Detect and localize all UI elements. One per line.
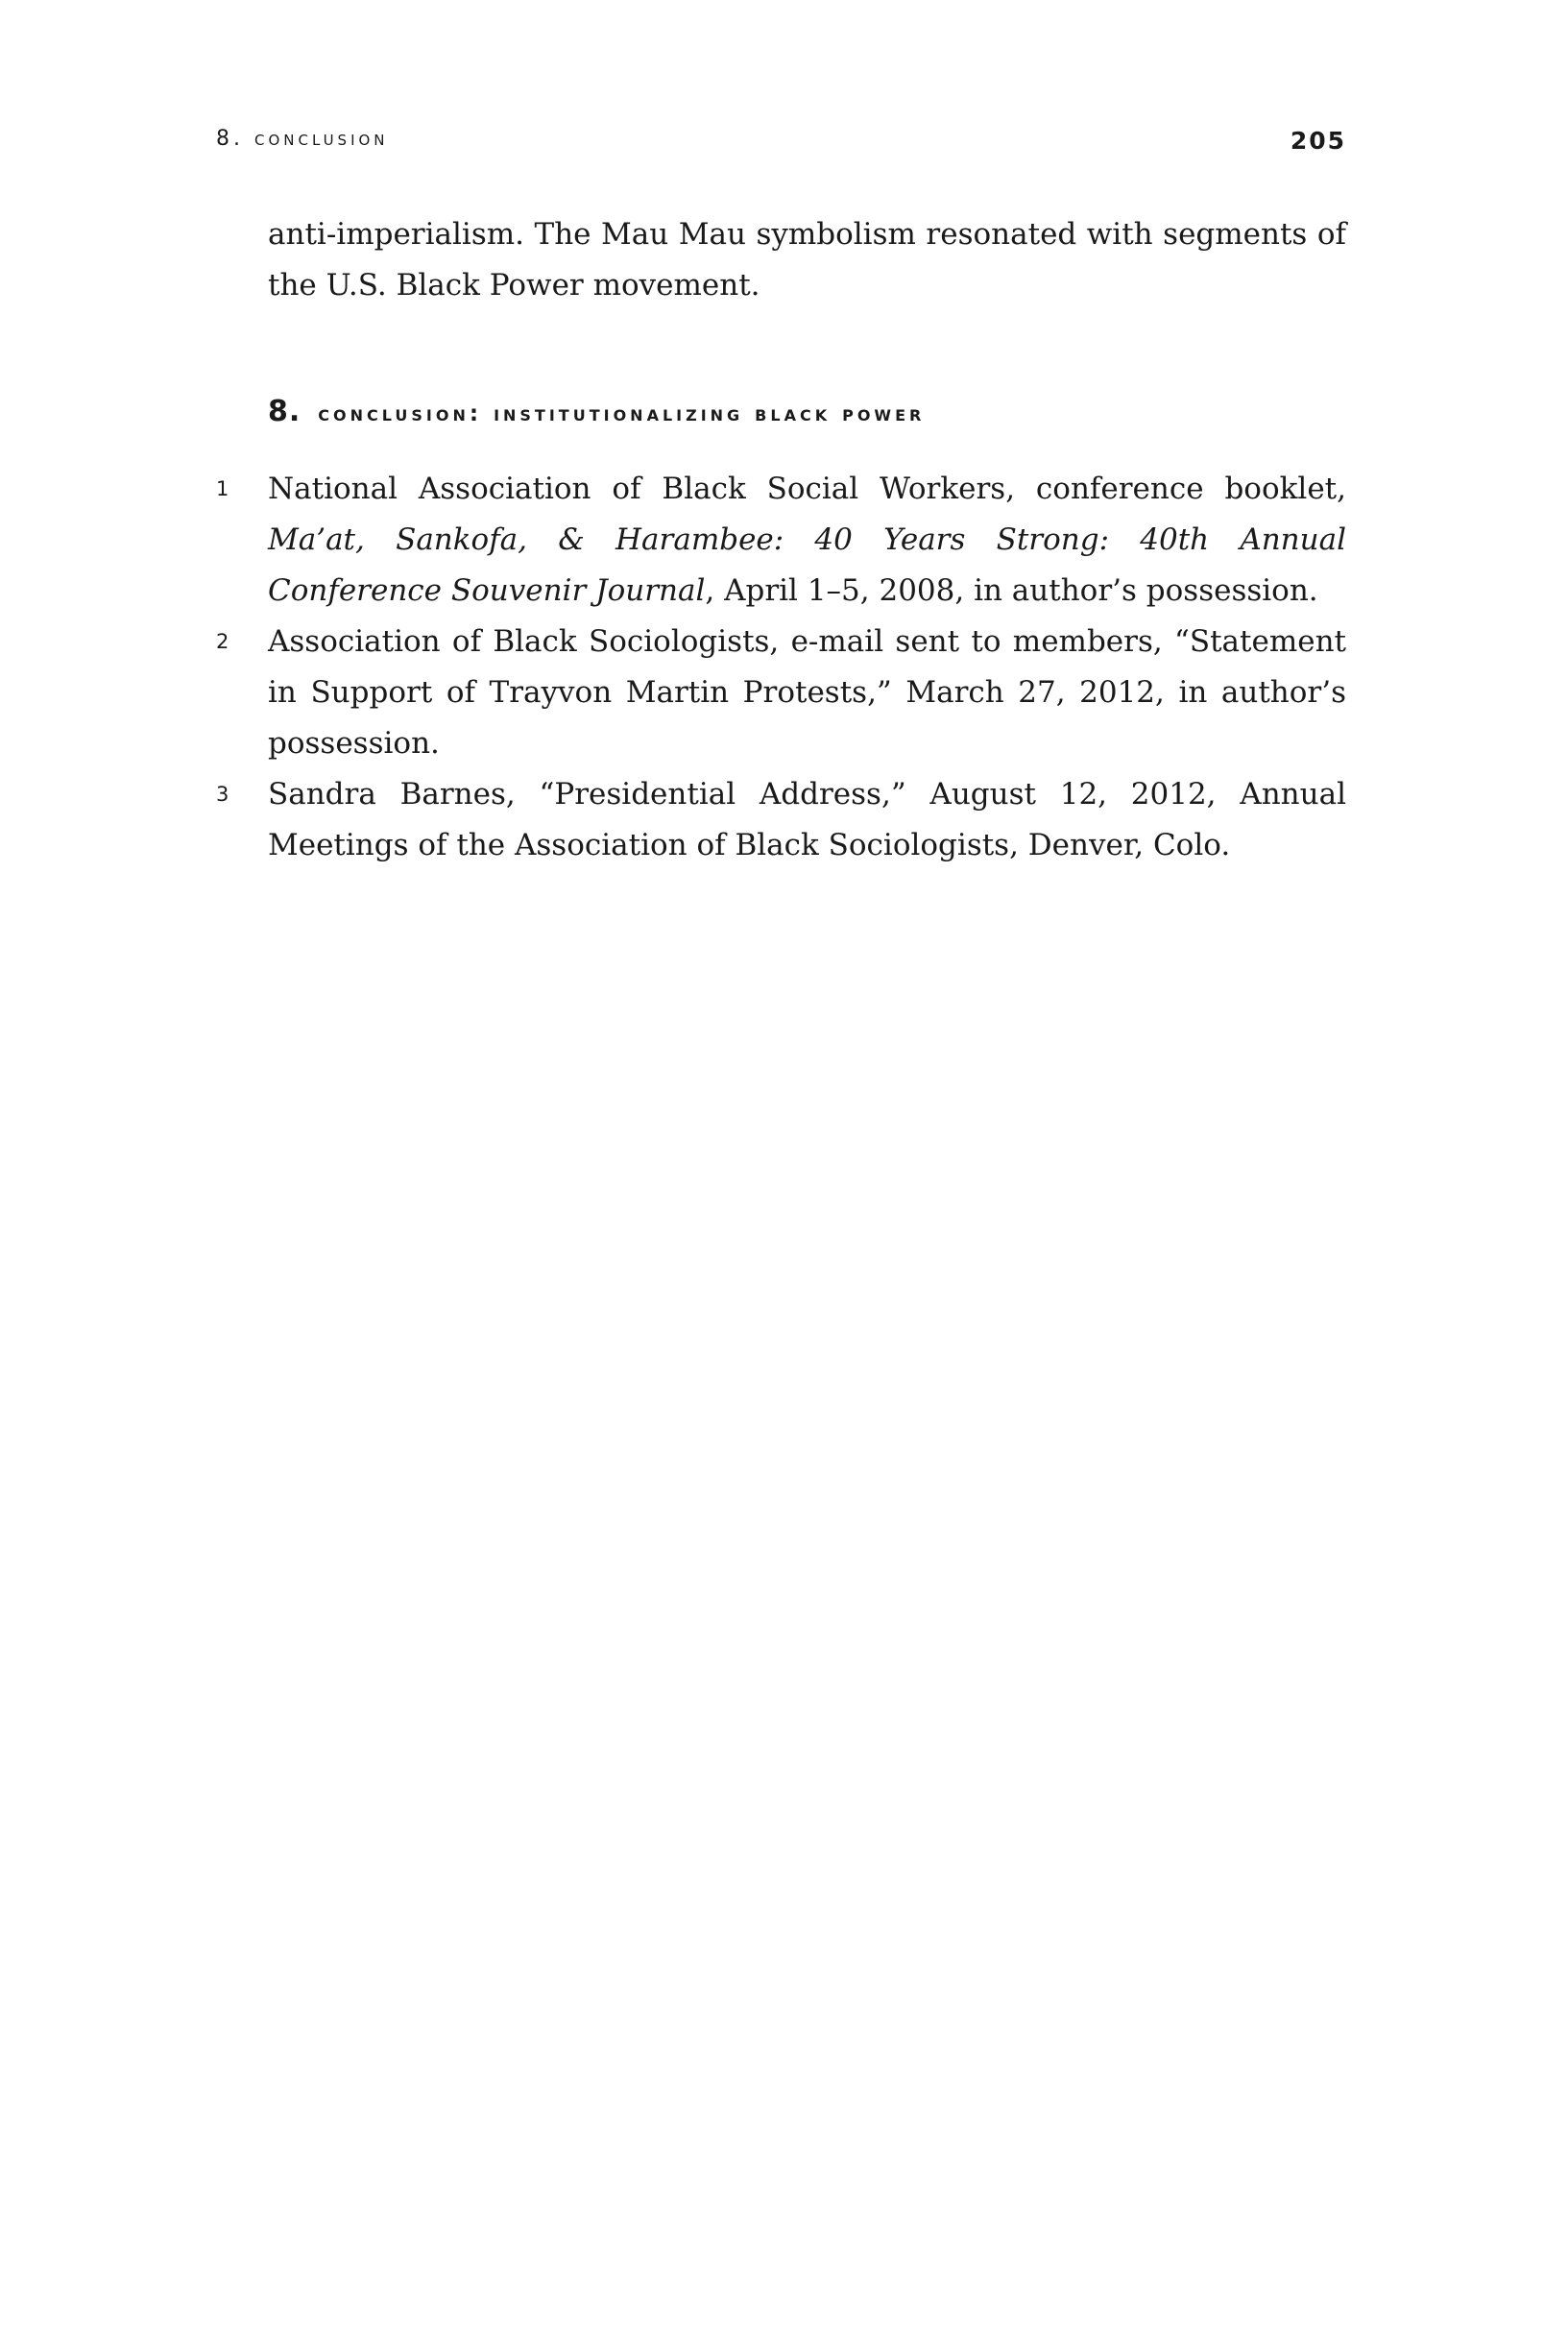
- notes-section-title: conclusion: institutionalizing black power: [318, 401, 926, 426]
- running-head-section: 8. conclusion: [216, 127, 389, 151]
- endnote-1: [0, 464, 1568, 617]
- endnote-number: 2: [216, 630, 229, 653]
- page-number: 205: [1290, 127, 1346, 155]
- endnotes-list: [0, 464, 1568, 871]
- endnote-text-after: , April 1–5, 2008, in author’s possession.: [705, 573, 1318, 608]
- endnote-number: 1: [216, 477, 229, 500]
- continuation-paragraph: anti-imperialism. The Mau Mau symbolism resonated with segments of the U.S. Black Power movement.: [268, 217, 1346, 303]
- notes-section-heading: [268, 395, 1346, 428]
- endnote-text-before: National Association of Black Social Workers, conference booklet,: [268, 472, 1346, 506]
- endnote-text: [268, 464, 1346, 617]
- endnote-text: Sandra Barnes, “Presidential Address,” August 12, 2012, Annual Meetings of the Association of Black Sociologists, Denver, Colo.: [268, 777, 1346, 862]
- endnote-text: Association of Black Sociologists, e-mail sent to members, “Statement in Support of Trayvon Martin Protests,” March 27, 2012, in author’s possession.: [268, 624, 1346, 761]
- running-head: [216, 127, 1346, 161]
- notes-section-number: 8.: [268, 395, 302, 428]
- endnote-number: 3: [216, 783, 229, 806]
- endnote-italic-title: Ma’at, Sankofa, & Harambee: 40 Years Strong: 40th Annual Conference Souvenir Journal: [268, 522, 1346, 608]
- endnote-2: [0, 617, 1568, 769]
- endnote-3: [0, 769, 1568, 871]
